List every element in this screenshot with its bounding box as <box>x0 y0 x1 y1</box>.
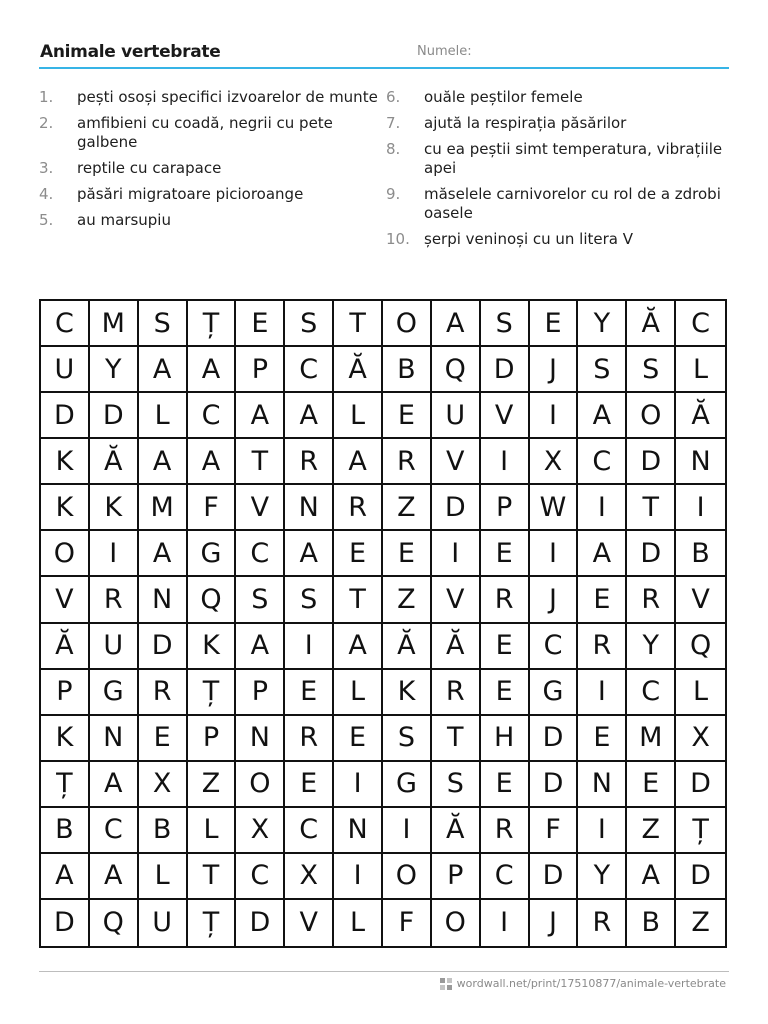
grid-cell[interactable]: B <box>41 808 90 854</box>
grid-cell[interactable]: B <box>676 531 725 577</box>
grid-cell[interactable]: C <box>481 854 530 900</box>
grid-cell[interactable]: M <box>627 716 676 762</box>
grid-cell[interactable]: Z <box>383 577 432 623</box>
grid-cell[interactable]: E <box>481 762 530 808</box>
grid-cell[interactable]: N <box>90 716 139 762</box>
grid-cell[interactable]: D <box>676 854 725 900</box>
grid-cell[interactable]: I <box>578 485 627 531</box>
grid-cell[interactable]: C <box>627 670 676 716</box>
grid-cell[interactable]: G <box>383 762 432 808</box>
grid-cell[interactable]: I <box>432 531 481 577</box>
grid-cell[interactable]: I <box>530 393 579 439</box>
grid-cell[interactable]: C <box>285 808 334 854</box>
grid-cell[interactable]: R <box>578 624 627 670</box>
grid-cell[interactable]: L <box>334 393 383 439</box>
grid-cell[interactable]: U <box>90 624 139 670</box>
grid-cell[interactable]: Ț <box>188 900 237 946</box>
grid-cell[interactable]: X <box>285 854 334 900</box>
grid-cell[interactable]: A <box>236 624 285 670</box>
grid-cell[interactable]: Q <box>432 347 481 393</box>
grid-cell[interactable]: E <box>383 531 432 577</box>
grid-cell[interactable]: I <box>481 900 530 946</box>
grid-cell[interactable]: S <box>432 762 481 808</box>
grid-cell[interactable]: K <box>90 485 139 531</box>
grid-cell[interactable]: Q <box>676 624 725 670</box>
grid-cell[interactable]: D <box>139 624 188 670</box>
grid-cell[interactable]: E <box>285 762 334 808</box>
grid-cell[interactable]: A <box>432 301 481 347</box>
grid-cell[interactable]: A <box>139 439 188 485</box>
grid-cell[interactable]: N <box>334 808 383 854</box>
grid-cell[interactable]: A <box>90 762 139 808</box>
grid-cell[interactable]: R <box>627 577 676 623</box>
grid-cell[interactable]: Z <box>691 907 710 939</box>
grid-cell[interactable]: W <box>530 485 579 531</box>
grid-cell[interactable]: O <box>432 900 481 946</box>
grid-cell[interactable]: N <box>285 485 334 531</box>
grid-cell[interactable]: A <box>578 393 627 439</box>
grid-cell[interactable]: T <box>334 301 383 347</box>
clue-text: păsări migratoare picioroange <box>77 185 304 203</box>
grid-cell[interactable]: R <box>383 439 432 485</box>
grid-cell[interactable]: M <box>139 485 188 531</box>
grid-cell[interactable]: Y <box>578 854 627 900</box>
grid-cell[interactable]: A <box>285 393 334 439</box>
grid-cell[interactable]: V <box>676 577 725 623</box>
grid-cell[interactable]: A <box>139 531 188 577</box>
grid-cell[interactable]: E <box>481 624 530 670</box>
grid-cell[interactable]: E <box>627 762 676 808</box>
grid-cell[interactable]: P <box>41 670 90 716</box>
grid-cell[interactable]: A <box>41 854 90 900</box>
grid-cell[interactable]: F <box>530 808 579 854</box>
grid-cell[interactable]: X <box>139 762 188 808</box>
grid-cell[interactable]: N <box>139 577 188 623</box>
grid-cell[interactable]: G <box>530 670 579 716</box>
grid-cell[interactable]: B <box>383 347 432 393</box>
clue-number: 8. <box>386 140 401 158</box>
grid-cell[interactable]: R <box>481 808 530 854</box>
grid-cell[interactable]: I <box>383 808 432 854</box>
grid-cell[interactable]: D <box>41 900 90 946</box>
grid-cell[interactable]: Z <box>188 762 237 808</box>
grid-cell[interactable]: J <box>530 900 579 946</box>
grid-cell[interactable]: E <box>334 531 383 577</box>
grid-cell[interactable]: Ă <box>676 393 725 439</box>
grid-cell[interactable]: C <box>90 808 139 854</box>
grid-cell[interactable]: H <box>481 716 530 762</box>
grid-cell[interactable]: E <box>334 716 383 762</box>
clue-text: ajută la respirația păsărilor <box>424 114 627 132</box>
clues-right-column <box>386 88 731 256</box>
grid-cell[interactable]: M <box>90 301 139 347</box>
clue-item <box>386 230 731 249</box>
grid-cell[interactable]: I <box>90 531 139 577</box>
grid-cell[interactable]: A <box>188 439 237 485</box>
grid-cell[interactable]: C <box>236 531 285 577</box>
grid-cell[interactable]: I <box>578 808 627 854</box>
grid-cell[interactable]: C <box>188 393 237 439</box>
footer <box>440 977 726 990</box>
grid-cell[interactable]: X <box>236 808 285 854</box>
grid-cell[interactable]: B <box>627 900 676 946</box>
grid-cell[interactable]: L <box>676 347 725 393</box>
grid-cell[interactable]: P <box>481 485 530 531</box>
grid-cell[interactable]: R <box>578 900 627 946</box>
grid-cell[interactable]: Ă <box>41 624 90 670</box>
grid-cell[interactable]: J <box>530 347 579 393</box>
clues-left-column <box>39 88 379 237</box>
grid-cell[interactable]: V <box>432 577 481 623</box>
grid-cell[interactable]: I <box>578 670 627 716</box>
grid-cell[interactable]: K <box>188 624 237 670</box>
grid-cell[interactable]: D <box>236 900 285 946</box>
grid-cell[interactable]: O <box>383 301 432 347</box>
grid-cell[interactable]: Q <box>188 577 237 623</box>
clue-number: 3. <box>39 159 54 177</box>
grid-cell[interactable]: U <box>432 393 481 439</box>
grid-cell[interactable]: T <box>188 854 237 900</box>
grid-cell[interactable]: P <box>188 716 237 762</box>
grid-cell[interactable]: O <box>41 531 90 577</box>
grid-cell[interactable]: L <box>676 670 725 716</box>
grid-cell[interactable]: A <box>285 531 334 577</box>
grid-cell[interactable]: C <box>285 347 334 393</box>
clue-text: măselele carnivorelor cu rol de a zdrobi oasele <box>424 185 721 222</box>
footer-divider <box>39 971 729 972</box>
grid-cell[interactable]: Ă <box>383 624 432 670</box>
grid-cell[interactable]: V <box>41 577 90 623</box>
clue-number: 4. <box>39 185 54 203</box>
grid-cell[interactable]: X <box>530 439 579 485</box>
wordwall-logo-icon <box>440 978 452 990</box>
page-header <box>39 38 729 69</box>
clue-number: 5. <box>39 211 54 229</box>
grid-cell[interactable]: O <box>383 854 432 900</box>
grid-cell[interactable]: K <box>41 485 90 531</box>
clue-text: pești osoși specifici izvoarelor de munte <box>77 88 378 106</box>
grid-cell[interactable]: Ă <box>432 624 481 670</box>
grid-cell[interactable]: Y <box>627 624 676 670</box>
grid-cell[interactable]: R <box>432 670 481 716</box>
grid-cell[interactable]: E <box>285 670 334 716</box>
grid-cell[interactable]: R <box>285 439 334 485</box>
grid-cell[interactable]: R <box>90 577 139 623</box>
grid-cell[interactable]: L <box>139 854 188 900</box>
grid-cell[interactable]: I <box>676 485 725 531</box>
grid-cell[interactable]: V <box>285 900 334 946</box>
grid-cell[interactable]: L <box>188 808 237 854</box>
grid-cell[interactable]: F <box>383 900 432 946</box>
grid-cell[interactable]: L <box>139 393 188 439</box>
grid-cell[interactable]: E <box>236 301 285 347</box>
clue-item <box>39 114 379 152</box>
grid-cell[interactable]: C <box>676 301 725 347</box>
grid-cell[interactable]: E <box>578 716 627 762</box>
grid-cell[interactable]: K <box>41 716 90 762</box>
grid-cell[interactable]: S <box>481 301 530 347</box>
clue-item <box>386 185 731 223</box>
grid-cell[interactable]: C <box>530 624 579 670</box>
grid-cell[interactable]: P <box>236 347 285 393</box>
word-search-grid <box>39 299 727 948</box>
grid-cell[interactable]: A <box>90 854 139 900</box>
grid-cell[interactable]: G <box>90 670 139 716</box>
grid-cell[interactable]: Ț <box>41 762 90 808</box>
clue-item <box>39 88 379 107</box>
grid-cell[interactable]: Q <box>90 900 139 946</box>
grid-cell[interactable]: N <box>676 439 725 485</box>
grid-cell[interactable]: A <box>578 531 627 577</box>
grid-cell[interactable]: P <box>432 854 481 900</box>
grid-cell[interactable]: A <box>236 393 285 439</box>
grid-cell[interactable]: E <box>383 393 432 439</box>
grid-cell[interactable]: C <box>41 301 90 347</box>
grid-cell[interactable]: G <box>188 531 237 577</box>
grid-cell[interactable]: J <box>530 577 579 623</box>
clue-item <box>386 88 731 107</box>
clue-number: 10. <box>386 230 410 248</box>
grid-cell[interactable]: B <box>139 808 188 854</box>
clue-text: ouăle peștilor femele <box>424 88 583 106</box>
grid-cell[interactable]: R <box>285 716 334 762</box>
page-title: Animale vertebrate <box>40 42 221 62</box>
grid-cell[interactable]: S <box>285 577 334 623</box>
grid-cell[interactable]: O <box>627 393 676 439</box>
grid-cell[interactable]: Ă <box>334 347 383 393</box>
grid-cell[interactable]: Ț <box>188 301 237 347</box>
grid-cell[interactable]: T <box>236 439 285 485</box>
grid-cell[interactable]: Z <box>383 485 432 531</box>
grid-cell[interactable]: T <box>334 577 383 623</box>
grid-cell[interactable]: D <box>481 347 530 393</box>
clue-number: 6. <box>386 88 401 106</box>
grid-cell[interactable]: F <box>188 485 237 531</box>
grid-cell[interactable]: P <box>236 670 285 716</box>
grid-cell[interactable]: V <box>481 393 530 439</box>
grid-cell[interactable]: A <box>334 624 383 670</box>
grid-cell[interactable]: Ț <box>188 670 237 716</box>
grid-cell[interactable]: L <box>334 670 383 716</box>
grid-cell[interactable]: E <box>139 716 188 762</box>
grid-cell[interactable]: I <box>334 854 383 900</box>
grid-cell[interactable]: D <box>530 762 579 808</box>
clue-item <box>386 114 731 133</box>
clue-item <box>39 159 379 178</box>
grid-cell[interactable]: Ă <box>90 439 139 485</box>
footer-url[interactable]: wordwall.net/print/17510877/animale-vertebrate <box>456 977 726 990</box>
clue-number: 1. <box>39 88 54 106</box>
grid-cell[interactable]: S <box>627 347 676 393</box>
grid-cell[interactable]: L <box>334 900 383 946</box>
grid-cell[interactable]: C <box>236 854 285 900</box>
grid-cell[interactable]: D <box>627 531 676 577</box>
grid-cell[interactable]: D <box>530 854 579 900</box>
grid-cell[interactable]: N <box>236 716 285 762</box>
grid-cell[interactable]: S <box>139 301 188 347</box>
grid-cell[interactable]: D <box>627 439 676 485</box>
grid-cell[interactable]: R <box>481 577 530 623</box>
grid-cell[interactable]: V <box>432 439 481 485</box>
clue-text: cu ea peștii simt temperatura, vibrațiile apei <box>424 140 723 177</box>
clue-text: reptile cu carapace <box>77 159 222 177</box>
grid-cell[interactable]: E <box>481 670 530 716</box>
grid-cell[interactable]: D <box>432 485 481 531</box>
clue-number: 9. <box>386 185 401 203</box>
grid-cell[interactable]: D <box>90 393 139 439</box>
grid-cell[interactable]: D <box>676 762 725 808</box>
grid-cell[interactable]: A <box>188 347 237 393</box>
grid-cell[interactable]: I <box>481 439 530 485</box>
grid-cell[interactable]: A <box>139 347 188 393</box>
grid-cell[interactable]: Y <box>578 301 627 347</box>
clue-item <box>386 140 731 178</box>
grid-cell[interactable]: I <box>334 762 383 808</box>
grid-cell[interactable]: R <box>334 485 383 531</box>
grid-cell[interactable]: R <box>139 670 188 716</box>
grid-cell[interactable]: E <box>481 531 530 577</box>
grid-cell[interactable]: U <box>139 900 188 946</box>
clue-text: au marsupiu <box>77 211 171 229</box>
grid-cell[interactable]: I <box>285 624 334 670</box>
grid-cell[interactable]: D <box>41 393 90 439</box>
grid-cell[interactable]: Ă <box>432 808 481 854</box>
grid-cell[interactable]: K <box>383 670 432 716</box>
grid-cell[interactable]: Ă <box>627 301 676 347</box>
grid-cell[interactable]: D <box>530 716 579 762</box>
grid-cell[interactable]: N <box>578 762 627 808</box>
grid-cell[interactable]: A <box>334 439 383 485</box>
grid-cell[interactable]: V <box>236 485 285 531</box>
grid-cell[interactable]: E <box>530 301 579 347</box>
grid-cell[interactable]: O <box>236 762 285 808</box>
grid-cell[interactable]: Y <box>90 347 139 393</box>
clue-text: șerpi veninoși cu un litera V <box>424 230 634 248</box>
grid-cell[interactable]: A <box>627 854 676 900</box>
grid-cell[interactable]: S <box>383 716 432 762</box>
grid-cell[interactable]: U <box>41 347 90 393</box>
grid-cell[interactable]: Ț <box>676 808 725 854</box>
grid-cell[interactable]: I <box>530 531 579 577</box>
clue-text: amfibieni cu coadă, negrii cu pete galbene <box>77 114 333 151</box>
clue-number: 7. <box>386 114 401 132</box>
grid-cell[interactable]: X <box>676 716 725 762</box>
grid-cell[interactable]: S <box>236 577 285 623</box>
grid-cell[interactable]: C <box>578 439 627 485</box>
grid-cell[interactable]: E <box>578 577 627 623</box>
grid-cell[interactable]: S <box>285 301 334 347</box>
name-label: Numele: <box>417 44 472 59</box>
grid-cell[interactable]: Z <box>627 808 676 854</box>
grid-cell[interactable]: T <box>432 716 481 762</box>
clue-item <box>39 211 379 230</box>
grid-cell[interactable]: S <box>578 347 627 393</box>
grid-cell[interactable]: T <box>627 485 676 531</box>
clue-item <box>39 185 379 204</box>
clue-number: 2. <box>39 114 54 132</box>
grid-cell[interactable]: K <box>41 439 90 485</box>
